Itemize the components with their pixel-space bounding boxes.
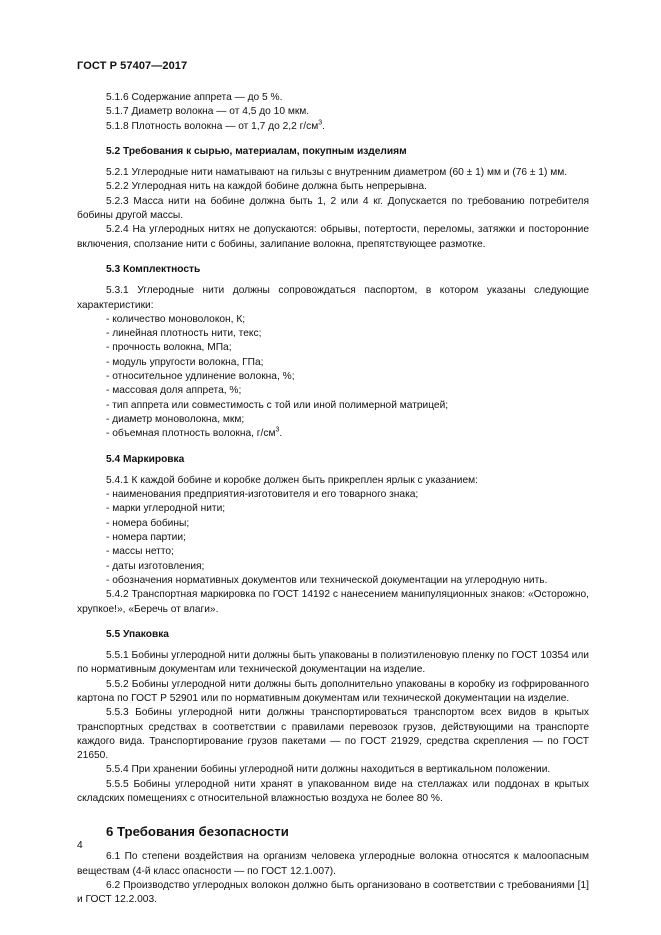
paragraph: [77, 105, 589, 119]
block-text: 5.4 Маркировка: [106, 453, 185, 465]
block-text: 5.4.1 К каждой бобине и коробке должен быть прикреплен ярлык с указанием:: [106, 474, 478, 486]
block-text: 5.1.7 Диаметр волокна — от 4,5 до 10 мкм.: [106, 106, 310, 118]
block-text: 6.1 По степени воздействия на организм человека углеродные волокна относятся к малоопасным веществам (4-й класс опасности — по ГОСТ 12.1.007).: [77, 851, 589, 877]
block-text: 5.2.4 На углеродных нитях не допускаются: обрывы, потертости, переломы, затяжки и посторонние включения, сползание нити с бобины, залипание волокна, препятствующее размотке.: [77, 224, 589, 250]
block-text: - прочность волокна, МПа;: [106, 342, 232, 354]
list-item: [77, 370, 589, 384]
block-text: 5.1.6 Содержание аппрета — до 5 %.: [106, 92, 283, 103]
block-text: 5.2.1 Углеродные нити наматывают на гильзы с внутренним диаметром (60 ± 1) мм и (76 ± 1) мм.: [106, 167, 568, 179]
block-text: 5.5.4 При хранении бобины углеродной нити должны находиться в вертикальном положении.: [106, 764, 551, 776]
block-text: 5.5.2 Бобины углеродной нити должны быть дополнительно упакованы в коробку из гофрированного картона по ГОСТ Р 52901 или по нормативным документам или технической документации на изделие.: [77, 678, 589, 704]
paragraph: [77, 284, 589, 313]
block-text: 6 Требования безопасности: [106, 824, 289, 840]
paragraph: [77, 223, 589, 252]
document-body: [77, 91, 589, 908]
block-text: 5.5.5 Бобины углеродной нити хранят в упакованном виде на стеллажах или поддонах в крытых складских помещениях с относительной влажностью воздуха не более 80 %.: [77, 778, 589, 805]
paragraph: [77, 166, 589, 180]
list-item: [77, 517, 589, 531]
list-item: [77, 327, 589, 341]
block-text: 5.3.1 Углеродные нити должны сопровождаться паспортом, в котором указаны следующие характеристики:: [77, 285, 589, 311]
subsection-heading: [77, 453, 589, 467]
list-item: [77, 502, 589, 516]
list-item: [77, 399, 589, 413]
subsection-heading: [77, 145, 589, 159]
trailing-punctuation: .: [279, 428, 283, 440]
block-text: - линейная плотность нити, текс;: [106, 328, 262, 340]
list-item: [77, 413, 589, 427]
list-item: [77, 341, 589, 355]
list-item: [77, 313, 589, 327]
paragraph: [77, 678, 589, 707]
block-text: 5.5.1 Бобины углеродной нити должны быть упакованы в полиэтиленовую пленку по ГОСТ 10354 или по нормативным документам или технической документации на изделие.: [77, 650, 589, 676]
block-text: - номера бобины;: [106, 517, 190, 529]
document-header: ГОСТ Р 57407—2017: [77, 60, 188, 72]
paragraph: [77, 850, 589, 879]
block-text: 5.3 Комплектность: [106, 263, 201, 275]
subsection-heading: [77, 263, 589, 277]
paragraph: [77, 879, 589, 908]
list-item: [77, 531, 589, 545]
page-number: 4: [77, 840, 83, 851]
superscript: 3: [318, 119, 323, 127]
block-text: 5.1.8 Плотность волокна — от 1,7 до 2,2 г/см: [106, 120, 319, 132]
block-text: 5.5.3 Бобины углеродной нити должны транспортироваться транспортом всех видов в крытых транспортных средствах в соответствии с правилами перевозок грузов, действующими на транспорте каждого вида. Транспортирование грузов пакетами — по ГОСТ 21929, средства скрепления — по ГОСТ 21650.: [77, 707, 589, 762]
block-text: 5.2.3 Масса нити на бобине должна быть 1, 2 или 4 кг. Допускается по требованию потребителя бобины другой массы.: [77, 195, 589, 222]
block-text: - массовая доля аппрета, %;: [106, 385, 242, 397]
paragraph: [77, 706, 589, 763]
paragraph: [77, 474, 589, 488]
block-text: - наименования предприятия-изготовителя и его товарного знака;: [106, 489, 419, 501]
paragraph: [77, 195, 589, 224]
list-item: [77, 574, 589, 588]
block-text: 5.4.2 Транспортная маркировка по ГОСТ 14192 с нанесением манипуляционных знаков: «Осторожно, хрупкое!», «Беречь от влаги».: [77, 589, 589, 615]
list-item: [77, 545, 589, 559]
paragraph: [77, 588, 589, 617]
block-text: - диаметр моноволокна, мкм;: [106, 413, 245, 425]
paragraph: [77, 91, 589, 105]
paragraph: [77, 763, 589, 777]
block-text: - количество моноволокон, К;: [106, 313, 246, 325]
list-item: [77, 427, 589, 441]
block-text: 6.2 Производство углеродных волокон должно быть организовано в соответствии с требованиями [1] и ГОСТ 12.2.003.: [77, 879, 589, 906]
list-item: [77, 356, 589, 370]
paragraph: [77, 120, 589, 134]
list-item: [77, 488, 589, 502]
block-text: - объемная плотность волокна, г/см: [106, 428, 276, 440]
list-item: [77, 384, 589, 398]
paragraph: [77, 649, 589, 678]
superscript: 3: [275, 426, 280, 434]
block-text: - массы нетто;: [106, 546, 174, 558]
block-text: 5.2 Требования к сырью, материалам, покупным изделиям: [106, 145, 407, 157]
block-text: - даты изготовления;: [106, 560, 205, 572]
block-text: - марки углеродной нити;: [106, 503, 226, 515]
block-text: 5.2.2 Углеродная нить на каждой бобине должна быть непрерывна.: [106, 181, 427, 193]
paragraph: [77, 180, 589, 194]
block-text: - обозначения нормативных документов или технической документации на углеродную нить.: [106, 574, 548, 586]
subsection-heading: [77, 628, 589, 642]
list-item: [77, 560, 589, 574]
block-text: - модуль упругости волокна, ГПа;: [106, 356, 264, 368]
block-text: - номера партии;: [106, 532, 186, 544]
paragraph: [77, 778, 589, 807]
trailing-punctuation: .: [322, 120, 325, 132]
block-text: 5.5 Упаковка: [106, 628, 169, 640]
block-text: - относительное удлинение волокна, %;: [106, 371, 295, 383]
section-heading: [77, 824, 589, 840]
block-text: - тип аппрета или совместимость с той или иной полимерной матрицей;: [106, 399, 449, 411]
